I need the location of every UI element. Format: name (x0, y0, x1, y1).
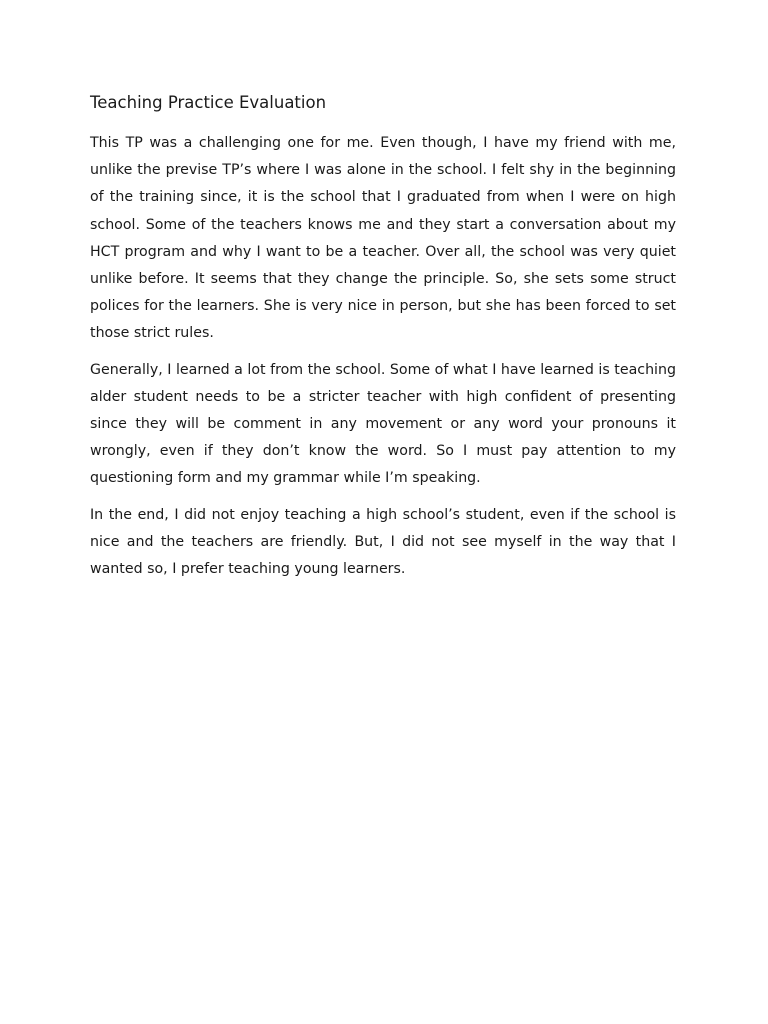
document-title: Teaching Practice Evaluation (90, 93, 327, 112)
paragraph-1: This TP was a challenging one for me. Even though, I have my friend with me, unlike the previse TP’s where I was alone in the school. I felt shy in the beginning of the training since, it is the school that I graduated from when I were on high school. Some of the teachers knows me and they start a conversation about my HCT program and why I want to be a teacher. Over all, the school was very quiet unlike before. It seems that they change the principle. So, she sets some struct polices for the learners. She is very nice in person, but she has been forced to set those strict rules. (90, 135, 676, 342)
paragraph-2: Generally, I learned a lot from the school. Some of what I have learned is teaching alder student needs to be a stricter teacher with high confident of presenting since they will be comment in any movement or any word your pronouns it wrongly, even if they don’t know the word. So I must pay attention to my questioning form and my grammar while I’m speaking. (90, 361, 676, 487)
document-body (90, 130, 676, 592)
paragraph-3: In the end, I did not enjoy teaching a high school’s student, even if the school is nice and the teachers are friendly. But, I did not see myself in the way that I wanted so, I prefer teaching young learners. (90, 506, 676, 578)
